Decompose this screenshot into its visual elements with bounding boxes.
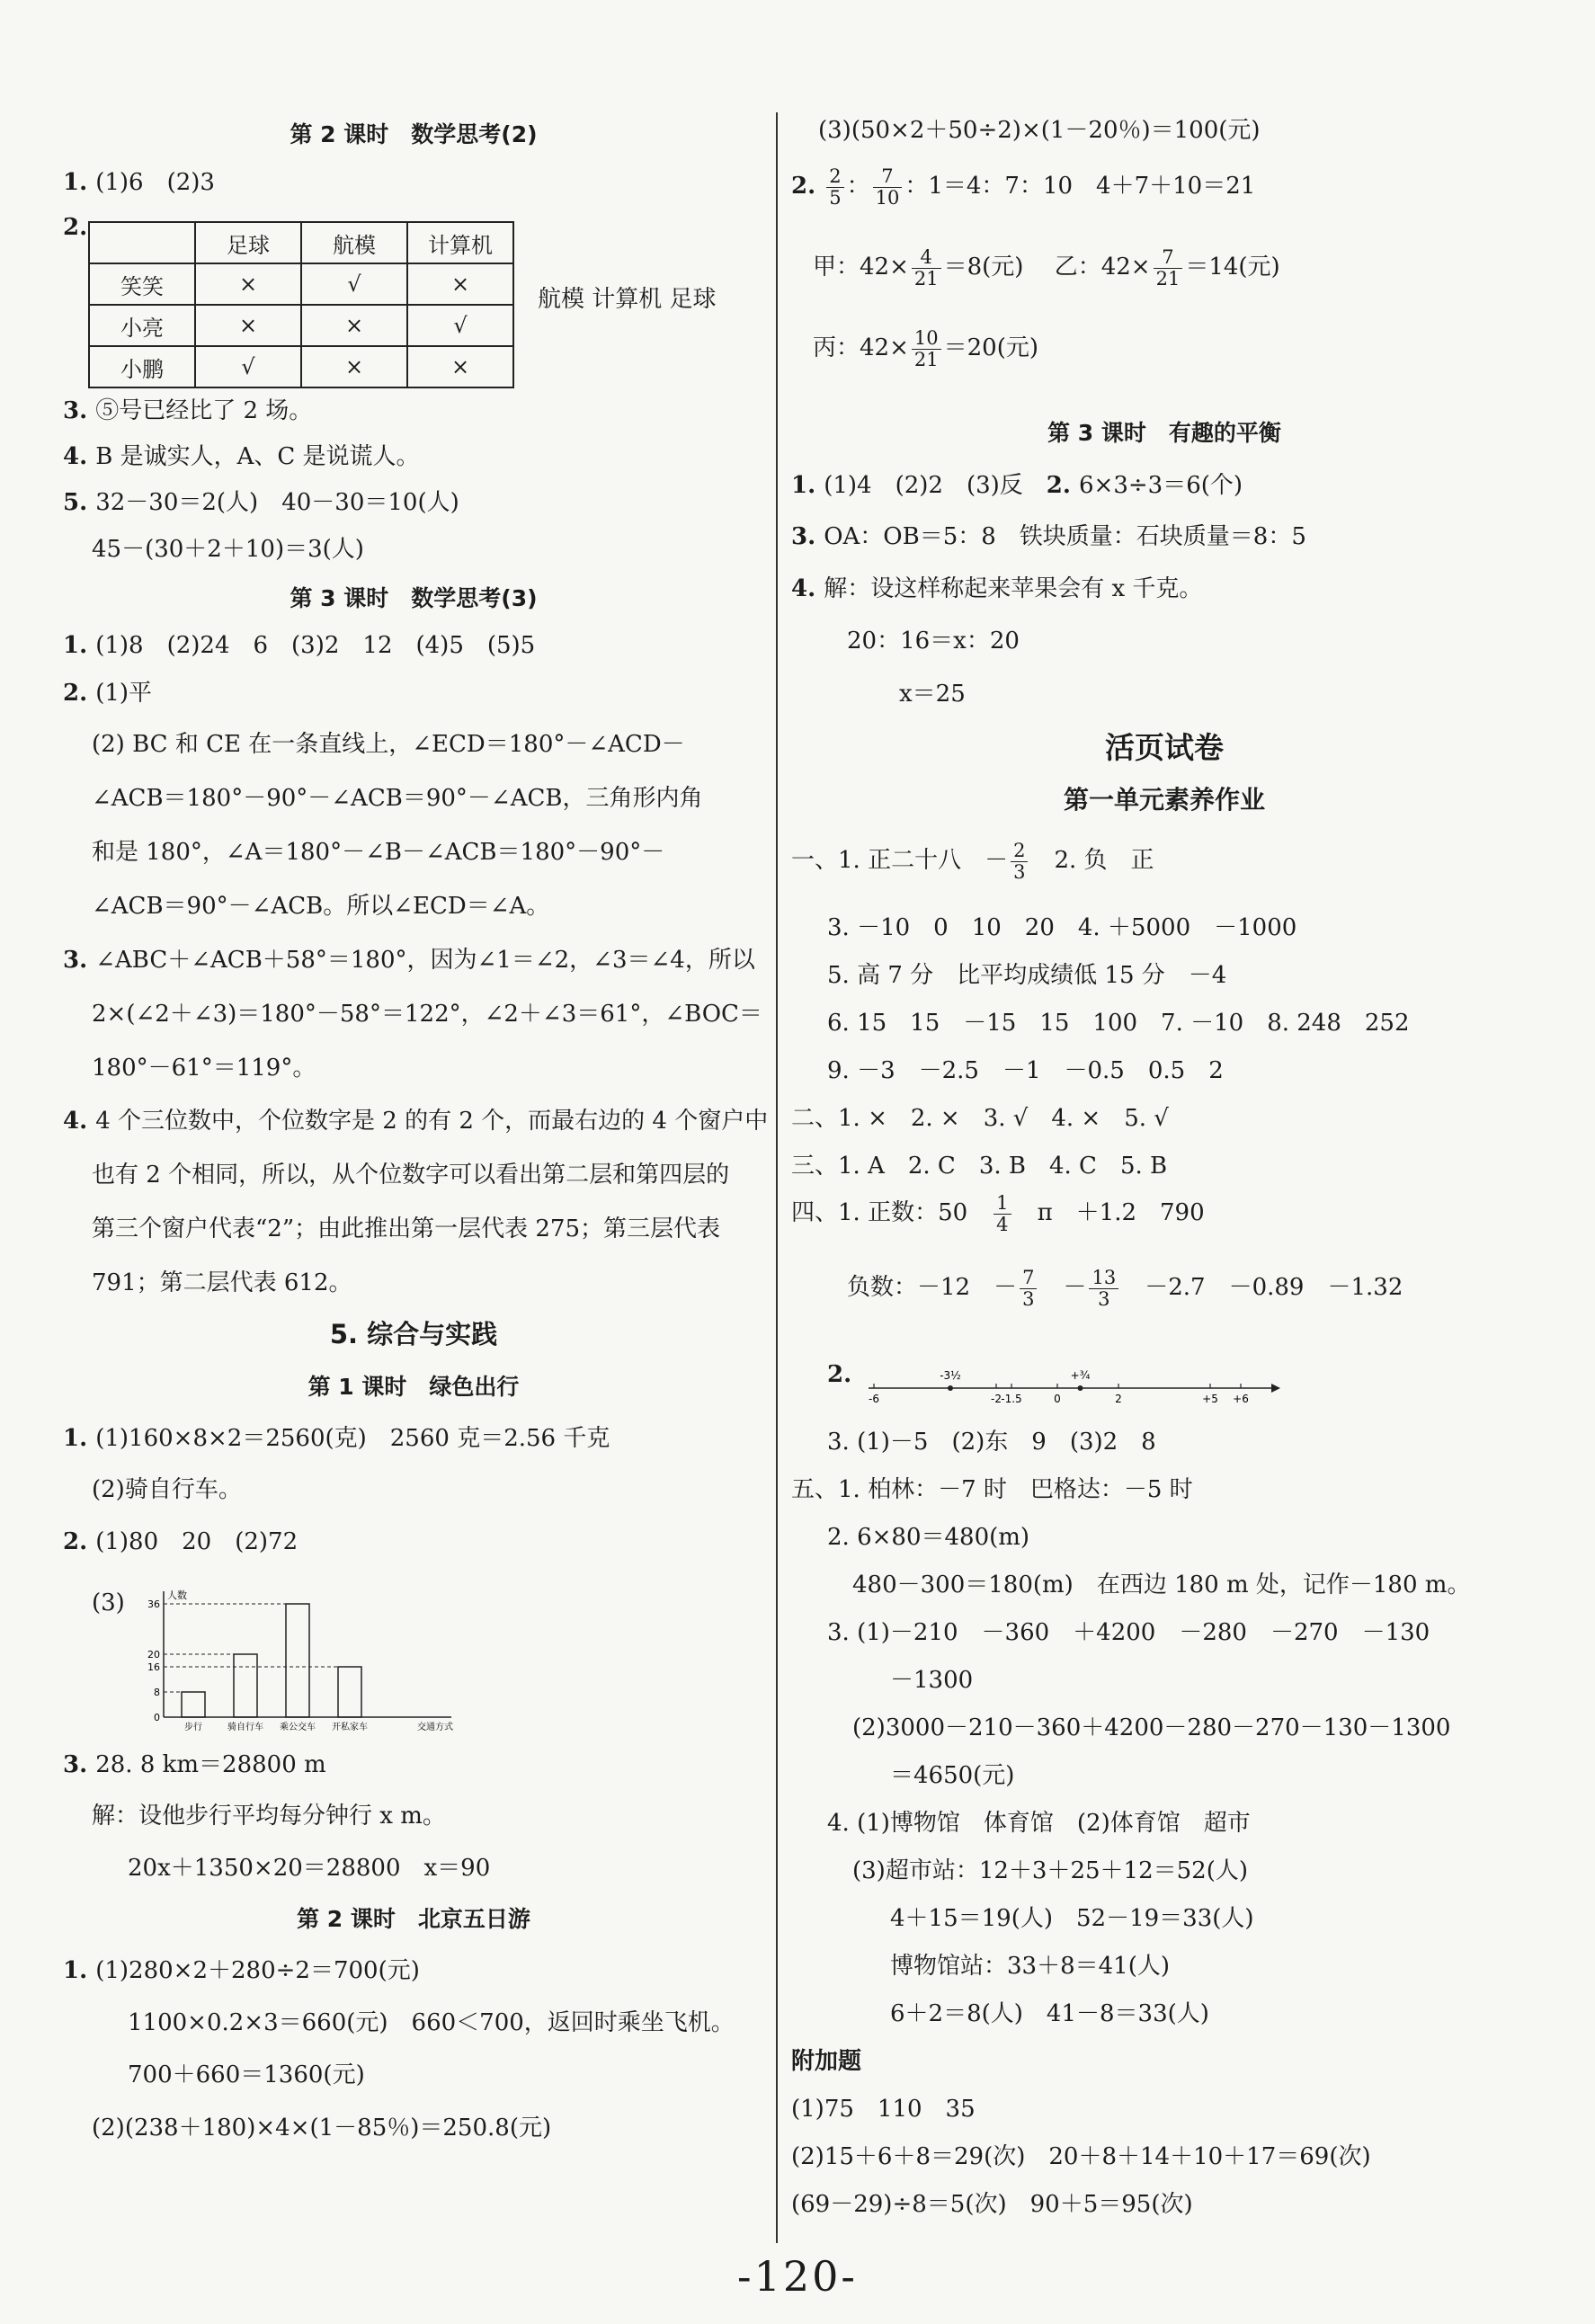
fraction: $\frac{7}{10}$ (873, 166, 903, 208)
point-label: -3½ (940, 1369, 961, 1382)
answer-line: (2)15＋6＋8＝29(次) 20＋8＋14＋10＋17＝69(次) (791, 2143, 1371, 2170)
worksheet-title: 活页试卷 (1105, 730, 1224, 765)
answer-line: 3. (1)－210 －360 ＋4200 －280 －270 －130 (827, 1619, 1430, 1646)
bar (182, 1692, 205, 1717)
y-tick-label: 8 (154, 1687, 160, 1698)
tick-label: -1.5 (1001, 1393, 1022, 1405)
answer-line: (69－29)÷8＝5(次) 90＋5＝95(次) (791, 2191, 1193, 2218)
answer-line: 丙：42× $\frac{10}{21}$ ＝20(元) (813, 327, 1038, 370)
table-cell: × (301, 346, 407, 387)
tick-label: 2 (1115, 1393, 1122, 1405)
answer-line: ∠ACB＝180°－90°－∠ACB＝90°－∠ACB，三角形内角 (92, 785, 703, 812)
fraction: $\frac{7}{21}$ (1154, 247, 1183, 289)
answer-line: 4. (1)博物馆 体育馆 (2)体育馆 超市 (827, 1810, 1251, 1837)
answer-line: 1100×0.2×3＝660(元) 660＜700，返回时乘坐飞机。 (128, 2009, 735, 2036)
bar (286, 1604, 309, 1717)
answer-line: 791；第二层代表 612。 (92, 1269, 352, 1296)
answer-line: 3. OA：OB＝5：8 铁块质量：石块质量＝8：5 (791, 523, 1306, 550)
tick-label: 0 (1054, 1393, 1061, 1405)
answer-line: (3)超市站：12＋3＋25＋12＝52(人) (852, 1857, 1248, 1884)
answer-line: 1. (1)280×2＋280÷2＝700(元) (63, 1957, 420, 1984)
answer-line: 45－(30＋2＋10)＝3(人) (92, 536, 364, 563)
answer-line: (1)75 110 35 (791, 2096, 976, 2123)
answer-line: 和是 180°，∠A＝180°－∠B－∠ACB＝180°－90°－ (92, 839, 665, 866)
tick-label: +5 (1202, 1393, 1218, 1405)
answer-line: (2)(238＋180)×4×(1－85％)＝250.8(元) (92, 2115, 552, 2141)
fraction: $\frac{2}{3}$ (1011, 841, 1028, 882)
arrow-head (1271, 1384, 1280, 1393)
section-heading: 第 3 课时 有趣的平衡 (1047, 420, 1281, 446)
fraction: $\frac{4}{21}$ (912, 247, 941, 289)
fraction: $\frac{13}{3}$ (1089, 1268, 1118, 1309)
tick-label: -2 (991, 1393, 1002, 1405)
unit-heading: 5. 综合与实践 (329, 1319, 498, 1349)
table-row (89, 305, 513, 346)
chart-label: (3) (92, 1589, 125, 1616)
answer-line: 2. (827, 1361, 852, 1388)
x-tick-label: 开私家车 (332, 1723, 368, 1732)
answer-line: (2)3000－210－360＋4200－280－270－130－1300 (852, 1714, 1451, 1741)
number-line (856, 1350, 1359, 1413)
answer-line: ＝4650(元) (890, 1762, 1015, 1789)
point-mark (948, 1385, 953, 1391)
fraction: $\frac{2}{5}$ (826, 166, 843, 208)
table-cell: × (195, 305, 301, 346)
section-heading: 第 1 课时 绿色出行 (307, 1374, 520, 1400)
x-tick-label: 骑自行车 (227, 1723, 263, 1732)
table-cell: × (407, 263, 513, 305)
answer-line: 5. 32－30＝2(人) 40－30＝10(人) (63, 489, 459, 516)
point-mark (1078, 1385, 1083, 1391)
y-tick-label: 36 (147, 1598, 160, 1610)
answer-line: 2×(∠2＋∠3)＝180°－58°＝122°，∠2＋∠3＝61°，∠BOC＝ (92, 1001, 762, 1028)
answer-line: 4. B 是诚实人，A、C 是说谎人。 (63, 443, 420, 470)
column-divider (776, 112, 778, 2243)
x-tick-label: 步行 (184, 1723, 202, 1732)
answer-line: 2. (63, 214, 88, 241)
answer-line: 5. 高 7 分 比平均成绩低 15 分 －4 (827, 962, 1227, 989)
answer-line: 1. (1)160×8×2＝2560(克) 2560 克＝2.56 千克 (63, 1425, 610, 1452)
table-row (89, 263, 513, 305)
answer-line: 3. －10 0 10 20 4. ＋5000 －1000 (827, 914, 1297, 941)
answer-line: 1. (1)4 (2)2 (3)反 2. 6×3÷3＝6(个) (791, 472, 1243, 499)
y-tick-label: 20 (147, 1649, 160, 1661)
logic-table (88, 221, 514, 388)
answer-line: 4. 4 个三位数中，个位数字是 2 的有 2 个，而最右边的 4 个窗户中 (63, 1108, 769, 1135)
table-answer: 航模 计算机 足球 (538, 286, 717, 313)
answer-line: 700＋660＝1360(元) (128, 2061, 365, 2088)
table-cell: √ (195, 346, 301, 387)
answer-line: 五、1. 柏林：－7 时 巴格达：－5 时 (791, 1476, 1193, 1503)
transport-bar-chart (128, 1582, 505, 1735)
answer-line: 3. (1)－5 (2)东 9 (3)2 8 (827, 1429, 1156, 1456)
unit-heading: 第一单元素养作业 (1063, 785, 1265, 815)
section-heading: 第 2 课时 数学思考(2) (290, 121, 538, 147)
answer-line: (3)(50×2＋50÷2)×(1－20％)＝100(元) (818, 117, 1261, 144)
page-number: -120- (737, 2252, 858, 2301)
table-cell (89, 222, 195, 263)
table-cell: √ (407, 305, 513, 346)
tick-label: -6 (869, 1393, 879, 1405)
answer-line: (2)骑自行车。 (92, 1476, 242, 1503)
answer-line: 2. (1)80 20 (2)72 (63, 1528, 299, 1555)
table-cell: × (407, 346, 513, 387)
y-tick-label: 0 (154, 1712, 160, 1723)
table-cell: √ (301, 263, 407, 305)
answer-line: 20x＋1350×20＝28800 x＝90 (128, 1855, 491, 1882)
answer-line: 3. 28. 8 km＝28800 m (63, 1751, 326, 1778)
bar (338, 1667, 361, 1717)
section-heading: 第 3 课时 数学思考(3) (290, 585, 538, 611)
answer-line: 三、1. A 2. C 3. B 4. C 5. B (791, 1153, 1168, 1180)
answer-line: 20：16＝x：20 (847, 628, 1020, 654)
answer-line: 1. (1)6 (2)3 (63, 169, 215, 196)
answer-line: 2. (1)平 (63, 680, 153, 707)
answer-line: 负数：－12 － $\frac{7}{3}$ － $\frac{13}{3}$ －2.7 －0.89 －1.32 (847, 1267, 1403, 1310)
y-axis-label: 人数 (167, 1589, 187, 1601)
answer-line: 二、1. × 2. × 3. √ 4. × 5. √ (791, 1105, 1169, 1132)
section-heading: 第 2 课时 北京五日游 (297, 1906, 530, 1932)
table-cell: × (301, 305, 407, 346)
answer-line: x＝25 (899, 681, 966, 708)
answer-line: 480－300＝180(m) 在西边 180 m 处，记作－180 m。 (852, 1572, 1471, 1598)
answer-line: (2) BC 和 CE 在一条直线上，∠ECD＝180°－∠ACD－ (92, 731, 685, 758)
point-label: +¾ (1070, 1369, 1091, 1382)
bar (234, 1654, 257, 1717)
y-tick-label: 16 (147, 1661, 160, 1673)
table-cell: 小亮 (89, 305, 195, 346)
table-cell: × (195, 263, 301, 305)
x-tick-label: 乘公交车 (280, 1723, 316, 1732)
answer-line: 9. －3 －2.5 －1 －0.5 0.5 2 (827, 1057, 1224, 1084)
answer-line: 6＋2＝8(人) 41－8＝33(人) (890, 2000, 1209, 2027)
extra-heading: 附加题 (791, 2048, 862, 2075)
answer-line: 四、1. 正数：50 $\frac{1}{4}$ π ＋1.2 790 (791, 1192, 1205, 1235)
answer-line: 3. ⑤号已经比了 2 场。 (63, 397, 313, 424)
answer-line: 解：设他步行平均每分钟行 x m。 (92, 1803, 446, 1830)
answer-line: 4＋15＝19(人) 52－19＝33(人) (890, 1905, 1254, 1932)
fraction: $\frac{10}{21}$ (912, 328, 941, 370)
table-cell: 小鹏 (89, 346, 195, 387)
x-axis-label: 交通方式 (417, 1723, 453, 1732)
answer-line: 1. (1)8 (2)24 6 (3)2 12 (4)5 (5)5 (63, 632, 536, 659)
answer-line: 6. 15 15 －15 15 100 7. －10 8. 248 252 (827, 1010, 1410, 1037)
answer-line: 2. 6×80＝480(m) (827, 1524, 1030, 1551)
table-row (89, 346, 513, 387)
table-cell: 航模 (301, 222, 407, 263)
answer-line: －1300 (890, 1667, 974, 1694)
answer-line: 第三个窗户代表“2”；由此推出第一层代表 275；第三层代表 (92, 1215, 721, 1242)
table-cell: 笑笑 (89, 263, 195, 305)
answer-line: ∠ACB＝90°－∠ACB。所以∠ECD＝∠A。 (92, 893, 550, 920)
answer-line: 180°－61°＝119°。 (92, 1055, 316, 1082)
answer-line: 3. ∠ABC＋∠ACB＋58°＝180°，因为∠1＝∠2，∠3＝∠4，所以 (63, 947, 755, 974)
answer-line: 一、1. 正二十八 － $\frac{2}{3}$ 2. 负 正 (791, 840, 1154, 883)
table-cell: 足球 (195, 222, 301, 263)
answer-line: 也有 2 个相同，所以，从个位数字可以看出第二层和第四层的 (92, 1162, 730, 1189)
answer-line: 4. 解：设这样称起来苹果会有 x 千克。 (791, 575, 1203, 602)
answer-line: 2. $\frac{2}{5}$ ： $\frac{7}{10}$ ：1＝4：7：10 4＋7＋10＝21 (791, 165, 1256, 209)
table-row (89, 222, 513, 263)
answer-line: 博物馆站：33＋8＝41(人) (890, 1953, 1170, 1980)
fraction: $\frac{7}{3}$ (1020, 1268, 1037, 1309)
tick-label: +6 (1233, 1393, 1249, 1405)
answer-line: 甲：42× $\frac{4}{21}$ ＝8(元) 乙：42× $\frac{7}{21}$ ＝14(元) (813, 246, 1280, 289)
table-cell: 计算机 (407, 222, 513, 263)
fraction: $\frac{1}{4}$ (994, 1193, 1011, 1234)
